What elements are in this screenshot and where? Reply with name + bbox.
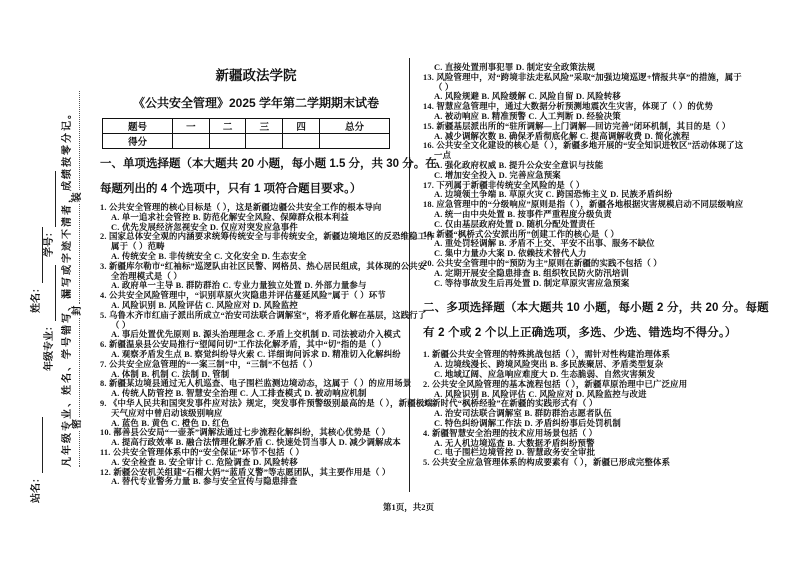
text-line: 1. 公共安全管理的核心目标是（ ），这是新疆边疆公共安全工作的根本导向: [100, 203, 382, 212]
text-line: 14. 智慧应急管理中，通过大数据分析预测地震次生灾害，体现了（ ）的优势: [423, 102, 714, 112]
text-line: C. 地域辽阔、应急响应难度大 D. 生态脆弱、自然灾害频发: [434, 369, 656, 379]
text-line: A. 统一由中央处置 B. 按事件严重程度分级负责: [434, 209, 612, 219]
section1-heading-line2: 每题列出的 4 个选项中，只有 1 项符合题目要求。）: [100, 183, 362, 195]
text-line: A. 观察矛盾发生点 B. 察觉纠纷导火索 C. 详细询问诉求 D. 精准切入化解纠纷: [111, 349, 401, 359]
text-line: 3. 新疆库尔勒市“红袖标”巡逻队由社区民警、网格员、热心居民组成，其体现的公共安: [100, 261, 427, 271]
text-line: A. 单一追求社会管控 B. 防范化解安全风险、保障群众根本利益: [111, 212, 349, 222]
field-blank-line: [45, 265, 56, 321]
text-line: C. 等待事故发生后再处置 D. 制定草原灾害应急预案: [434, 278, 630, 288]
text-line: 13. 风险管理中，对“跨境非法走私风险”采取“加强边境巡逻+情报共享”的措施，属于: [423, 72, 742, 82]
page-number: 第1页，共2页: [382, 502, 434, 512]
text-line: 3. 新时代“枫桥经验”在新疆的实践形式有（ ）: [423, 399, 598, 409]
text-line: 二、多项选择题（本大题共 10 小题，每小题 2 分，共 20 分。每题: [423, 302, 769, 315]
text-line: 17. 下列属于新疆非传统安全风险的是（ ）: [423, 180, 585, 190]
text-line: 1. 新疆公共安全管理的特殊挑战包括（ ），需针对性构建治理体系: [423, 350, 671, 360]
seal-warning-text: 凡年级专业、姓名、学号错写、漏写或字迹不清者，成绩按零分记。: [62, 107, 73, 467]
score-table-score-cell: [209, 134, 246, 149]
text-line: 7. 公共安全应急管理的“一案三制”中，“三制”不包括（ ）: [100, 359, 318, 369]
seal-sidebar: [0, 0, 96, 561]
text-line: （ ）: [111, 320, 131, 330]
right-column-lines: [423, 63, 781, 468]
text-line: 16. 公共安全文化建设的核心是（ ），新疆多地开展的“安全知识进牧区”活动体现了这: [423, 141, 744, 151]
score-table-score-cell: [283, 134, 320, 149]
score-table-header-cell: 题号: [103, 119, 173, 134]
text-line: A. 被动响应 B. 精准预警 C. 人工判断 D. 经验决策: [434, 111, 621, 121]
score-table-header-row: [103, 119, 390, 134]
column-right: [423, 62, 781, 468]
text-line: 属于（ ）范畴: [111, 242, 165, 252]
text-line: 19. 新疆“枫桥式公安派出所”创建工作的核心是（ ）: [423, 229, 619, 239]
text-line: 15. 新疆基层派出所的“驻所调解—上门调解—回访完善”闭环机制，其目的是（ ）: [423, 121, 731, 131]
seal-char: 封: [72, 305, 83, 316]
text-line: 12. 新疆公安机关组建“石榴大妈”“蓝盾义警”等志愿团队，其主要作用是（ ）: [100, 467, 391, 477]
field-blank-line: [32, 417, 43, 473]
text-line: A. 安全检查 B. 安全审计 C. 危险调查 D. 风险转移: [111, 457, 298, 467]
text-line: C. 集中力量办大案 D. 依赖技术替代人力: [434, 249, 587, 259]
text-line: C. 特色纠纷调解工作法 D. 矛盾纠纷事后处罚机制: [434, 418, 621, 428]
field-blank-line: [32, 227, 43, 283]
score-table-header-cell: 一: [172, 119, 209, 134]
score-table-header-cell: 三: [246, 119, 283, 134]
score-table-header-cell: 二: [209, 119, 246, 134]
text-line: A. 替代专业警务力量 B. 参与安全宣传与隐患排查: [111, 477, 298, 487]
text-line: A. 事后处置优先原则 B. 源头治理理念 C. 矛盾上交机制 D. 司法被动介入模式: [111, 330, 401, 340]
text-line: A. 减少调解次数 B. 确保矛盾彻底化解 C. 提高调解收费 D. 简化流程: [434, 131, 690, 141]
text-line: C. 优先发展经济忽视安全 D. 仅应对突发应急事件: [111, 222, 298, 232]
score-table: [102, 118, 390, 149]
exam-title: 《公共安全管理》2025 学年第二学期期末试卷: [132, 96, 380, 110]
seal-line-segment: [78, 431, 80, 467]
text-line: 8. 新疆某边境县通过无人机巡查、电子围栏监测边境动态，这属于（ ）的应用场景: [100, 379, 412, 389]
student-field: [44, 265, 56, 371]
field-label: 年级专业：: [44, 321, 55, 371]
text-line: 9. 《中华人民共和国突发事件应对法》规定，突发事件预警级别最高的是（ ），新疆极端: [100, 398, 433, 408]
score-table-header-cell: 四: [283, 119, 320, 134]
text-line: A. 风险识别 B. 风险评估 C. 风险应对 D. 风险监控: [111, 300, 298, 310]
student-field: [31, 417, 43, 503]
seal-char: 密: [72, 419, 83, 429]
text-line: A. 无人机边境巡查 B. 大数据矛盾纠纷预警: [434, 438, 595, 448]
text-line: A. 重处罚轻调解 B. 矛盾不上交、平安不出事、服务不缺位: [434, 239, 655, 249]
text-line: 4. 新疆智慧安全治理的技术应用场景包括（ ）: [423, 428, 598, 438]
text-line: A. 提高行政效率 B. 融合法情理化解矛盾 C. 快速处罚当事人 D. 减少调解成本: [111, 438, 401, 448]
seal-char: 装: [72, 192, 83, 203]
score-table-score-cell: [319, 134, 389, 149]
text-line: 有 2 个或 2 个以上正确选项，多选、少选、错选均不得分。）: [423, 327, 737, 340]
text-line: A. 治安司法联合调解室 B. 群防群治志愿者队伍: [434, 409, 612, 419]
student-fields-row-2: [44, 171, 56, 371]
score-table-score-cell: [172, 134, 209, 149]
text-line: 全治理模式是（ ）: [111, 271, 182, 281]
text-line: A. 风险规避 B. 风险缓解 C. 风险自留 D. 风险转移: [434, 92, 621, 102]
text-line: C. 增加安全投入 D. 完善应急预案: [434, 170, 561, 180]
score-table-header-cell: 总分: [319, 119, 389, 134]
seal-dotted-line: [72, 91, 84, 467]
text-line: 10. 鄯善县公安局“一壶茶”调解法通过七步流程化解纠纷，其核心优势是（ ）: [100, 428, 391, 438]
seal-line-segment: [78, 204, 80, 303]
text-line: 天气应对中曾启动该级别响应: [111, 408, 223, 418]
text-line: C. 仅由基层政府处置 D. 随机分配处置责任: [434, 219, 596, 229]
field-label: 学号：: [44, 227, 55, 257]
text-line: C. 电子围栏边境管控 D. 智慧政务安全审批: [434, 448, 596, 458]
text-line: A. 政府单一主导 B. 群防群治 C. 专业力量独立处置 D. 外部力量参与: [111, 281, 367, 291]
text-line: 18. 应急管理中的“分级响应”原则是指（ ），新疆各地根据灾害规模启动不同层级响应: [423, 200, 744, 210]
text-line: 2. 国家总体安全观的内涵要求统筹传统安全与非传统安全，新疆边境地区的反恐维稳工作: [100, 232, 435, 242]
text-line: 4. 公共安全风险管理中，“识别草原火灾隐患并评估蔓延风险”属于（ ）环节: [100, 291, 386, 301]
seal-line-segment: [78, 91, 80, 190]
text-line: A. 边境领土争端 B. 草原火灾 C. 跨国恐怖主义 D. 民族矛盾纠纷: [434, 190, 673, 200]
text-line: A. 强化政府权威 B. 提升公众安全意识与技能: [434, 160, 604, 170]
score-table-score-cell: [246, 134, 283, 149]
text-line: 2. 公共安全风险管理的基本流程包括（ ），新疆草原治理中已广泛应用: [423, 379, 688, 389]
section1-heading-line1: 一、单项选择题（本大题共 20 小题，每小题 1.5 分，共 30 分。在: [100, 158, 437, 170]
student-fields-row-1: [31, 227, 43, 503]
text-line: A. 蓝色 B. 黄色 C. 橙色 D. 红色: [111, 418, 230, 428]
student-field: [31, 227, 43, 313]
text-line: A. 定期开展安全隐患排查 B. 组织牧民防火防汛培训: [434, 268, 630, 278]
text-line: A. 风险识别 B. 风险评估 C. 风险应对 D. 风险监控与改进: [434, 389, 647, 399]
text-line: 20. 公共安全管理中的“预防为主”原则在新疆的实践不包括（ ）: [423, 258, 662, 268]
text-line: 6. 新疆温泉县公安局推行“望闻问切”工作法化解矛盾，其中“切”指的是（ ）: [100, 340, 387, 350]
field-label: 姓名：: [31, 283, 42, 313]
text-line: A. 体制 B. 机制 C. 法制 D. 管制: [111, 369, 230, 379]
school-name: 新疆政法学院: [215, 68, 297, 83]
field-label: 站名：: [31, 473, 42, 503]
student-field: [44, 171, 56, 257]
seal-line-segment: [78, 318, 80, 417]
text-line: 一点: [434, 151, 452, 161]
text-line: 11. 公共安全管理体系中的“安全保证”环节不包括（ ）: [100, 447, 305, 457]
text-line: A. 边境线漫长、跨境风险突出 B. 多民族聚居、矛盾类型复杂: [434, 360, 664, 370]
left-column-lines: [100, 203, 435, 487]
score-table-score-row: [103, 134, 390, 149]
score-table-score-cell: 得分: [103, 134, 173, 149]
text-line: C. 直接处置刑事犯罪 D. 制定安全政策法规: [434, 63, 596, 72]
column-left: [100, 64, 437, 487]
text-line: A. 传统人防管控 B. 智慧安全治理 C. 人工排查模式 D. 被动响应机制: [111, 389, 367, 399]
text-line: 5. 公共安全应急管理体系的构成要素有（ ），新疆已形成完整体系: [423, 458, 671, 468]
text-line: （ ）: [434, 82, 454, 92]
text-line: A. 传统安全 B. 非传统安全 C. 文化安全 D. 生态安全: [111, 251, 307, 261]
text-line: 5. 乌鲁木齐市红庙子派出所成立“治安司法联合调解室”，将矛盾化解在基层，这践行了: [100, 310, 427, 320]
field-blank-line: [45, 171, 56, 227]
